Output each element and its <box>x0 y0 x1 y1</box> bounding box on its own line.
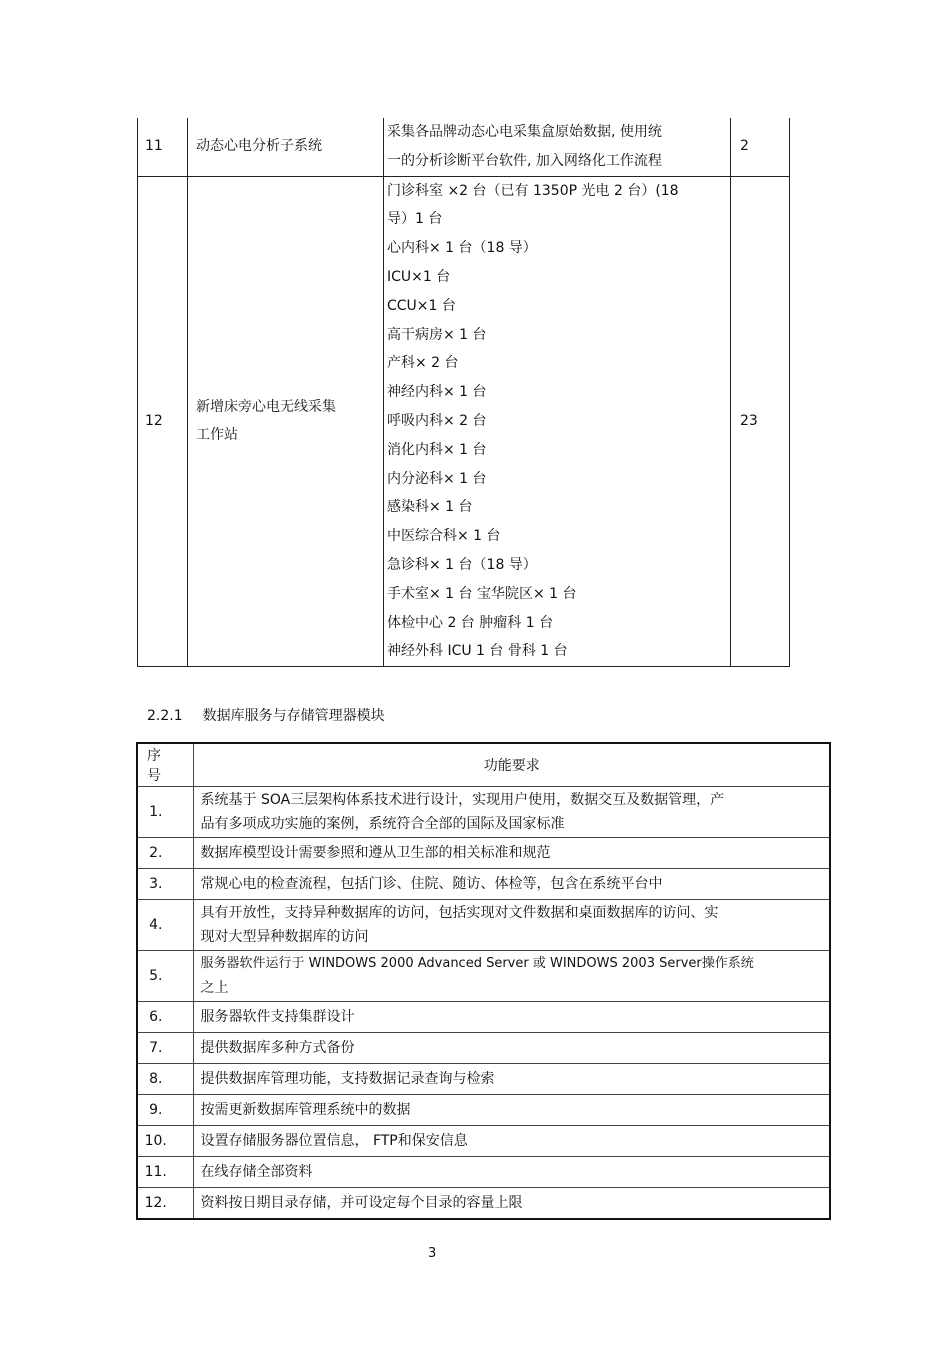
section-title: 数据库服务与存储管理器模块 <box>202 708 385 724</box>
row-number: 9. <box>137 1095 193 1126</box>
name-line: 新增床旁心电无线采集 <box>196 399 336 416</box>
row-requirement: 按需更新数据库管理系统中的数据 <box>193 1095 830 1126</box>
requirement-line: 之上 <box>200 980 229 996</box>
section-heading <box>147 705 385 725</box>
description-line: 体检中心 2 台 肿瘤科 1 台 <box>387 614 554 631</box>
row-system-name <box>188 176 384 667</box>
row-requirement: 提供数据库管理功能，支持数据记录查询与检索 <box>193 1064 830 1095</box>
description-line: 感染科× 1 台 <box>387 499 473 516</box>
table-row <box>137 951 830 1002</box>
description-line: 高干病房× 1 台 <box>387 326 487 343</box>
table-row <box>137 869 830 900</box>
table-row <box>137 838 830 869</box>
row-number: 10. <box>137 1126 193 1157</box>
table-row <box>137 787 830 838</box>
description-line: 神经内科× 1 台 <box>387 384 487 401</box>
description-line: 心内科× 1 台（18 导） <box>387 240 537 257</box>
table-header-row <box>137 743 830 787</box>
row-description <box>384 118 731 176</box>
row-requirement: 服务器软件支持集群设计 <box>193 1002 830 1033</box>
row-number: 6. <box>137 1002 193 1033</box>
description-line: 手术室× 1 台 宝华院区× 1 台 <box>387 585 577 602</box>
row-requirement: 提供数据库多种方式备份 <box>193 1033 830 1064</box>
row-quantity: 2 <box>731 118 790 176</box>
table-row <box>137 1126 830 1157</box>
description-line: 采集各品牌动态心电采集盒原始数据, 使用统 <box>387 124 662 140</box>
table-row <box>137 1064 830 1095</box>
requirement-line: 品有多项成功实施的案例，系统符合全部的国际及国家标准 <box>200 816 565 832</box>
header-requirement: 功能要求 <box>193 743 830 787</box>
row-requirement: 设置存储服务器位置信息， FTP和保安信息 <box>193 1126 830 1157</box>
description-line: 消化内科× 1 台 <box>387 441 487 458</box>
row-number: 7. <box>137 1033 193 1064</box>
row-requirement: 在线存储全部资料 <box>193 1157 830 1188</box>
row-number: 2. <box>137 838 193 869</box>
description-line: 一的分析诊断平台软件, 加入网络化工作流程 <box>387 152 662 169</box>
row-requirement <box>193 787 830 838</box>
description-line: 神经外科 ICU 1 台 骨科 1 台 <box>387 643 568 660</box>
table-row <box>137 1002 830 1033</box>
requirements-table <box>136 742 831 1220</box>
equipment-table <box>137 118 790 667</box>
row-requirement: 常规心电的检查流程，包括门诊、住院、随访、体检等，包含在系统平台中 <box>193 869 830 900</box>
name-line: 工作站 <box>196 427 238 444</box>
description-line: 中医综合科× 1 台 <box>387 528 501 545</box>
row-requirement: 数据库模型设计需要参照和遵从卫生部的相关标准和规范 <box>193 838 830 869</box>
row-number: 1. <box>137 787 193 838</box>
requirement-line: 服务器软件运行于 WINDOWS 2000 Advanced Server 或 WINDOWS 2003 Server操作系统 <box>200 956 754 971</box>
table-row <box>137 900 830 951</box>
row-number: 11. <box>137 1157 193 1188</box>
table-row <box>137 1157 830 1188</box>
table-row <box>138 176 790 667</box>
requirement-line: 现对大型异种数据库的访问 <box>200 929 369 945</box>
row-number: 3. <box>137 869 193 900</box>
row-number: 4. <box>137 900 193 951</box>
row-number: 8. <box>137 1064 193 1095</box>
table-row <box>137 1188 830 1219</box>
row-number: 11 <box>138 118 188 176</box>
header-number: 序号 <box>137 743 193 787</box>
table-row <box>137 1095 830 1126</box>
row-number: 12 <box>138 176 188 667</box>
description-line: CCU×1 台 <box>387 297 456 314</box>
table-row <box>137 1033 830 1064</box>
row-number: 12. <box>137 1188 193 1219</box>
row-number: 5. <box>137 951 193 1002</box>
description-line: ICU×1 台 <box>387 268 451 285</box>
row-description <box>384 176 731 667</box>
description-line: 门诊科室 ×2 台（已有 1350P 光电 2 台）(18 <box>387 182 679 199</box>
page-number: 3 <box>428 1246 437 1261</box>
description-line: 内分泌科× 1 台 <box>387 470 487 487</box>
description-line: 导）1 台 <box>387 211 443 228</box>
row-requirement <box>193 951 830 1002</box>
row-requirement: 资料按日期目录存储，并可设定每个目录的容量上限 <box>193 1188 830 1219</box>
description-line: 呼吸内科× 2 台 <box>387 412 487 429</box>
row-requirement <box>193 900 830 951</box>
section-number: 2.2.1 <box>147 708 183 724</box>
row-system-name: 动态心电分析子系统 <box>188 118 384 176</box>
requirement-line: 系统基于 SOA三层架构体系技术进行设计，实现用户使用，数据交互及数据管理，产 <box>200 792 725 808</box>
table-row <box>138 118 790 176</box>
row-quantity: 23 <box>731 176 790 667</box>
requirement-line: 具有开放性，支持异种数据库的访问，包括实现对文件数据和桌面数据库的访问、实 <box>200 905 719 921</box>
description-line: 产科× 2 台 <box>387 355 459 372</box>
description-line: 急诊科× 1 台（18 导） <box>387 556 537 573</box>
